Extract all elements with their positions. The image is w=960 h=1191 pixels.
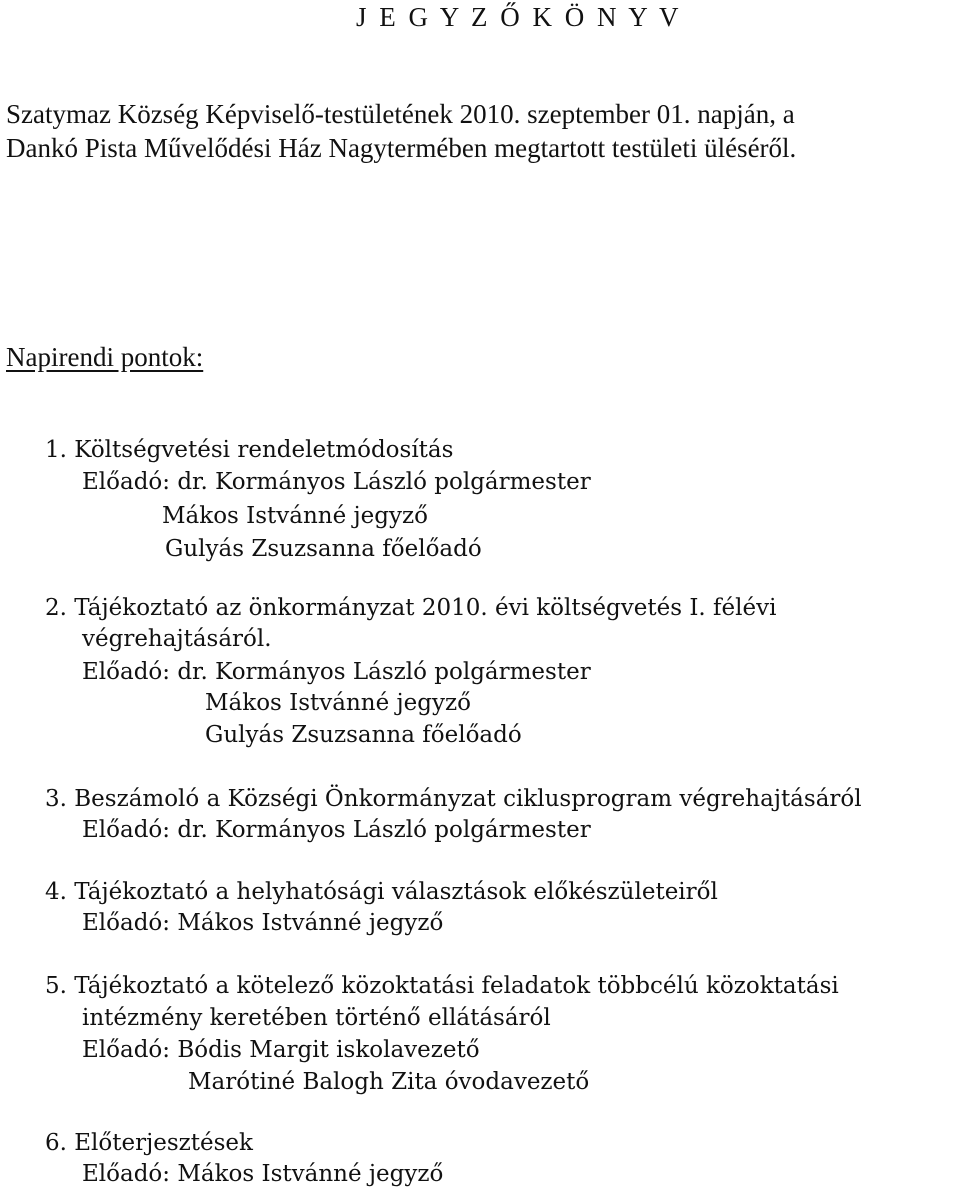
agenda-item-1-co-speaker: Gulyás Zsuzsanna főelőadó xyxy=(165,536,482,562)
agenda-item-1-speaker: Előadó: dr. Kormányos László polgármester xyxy=(82,469,591,495)
agenda-item-5-title-cont: intézmény keretében történő ellátásáról xyxy=(82,1005,551,1031)
agenda-item-6-speaker: Előadó: Mákos Istvánné jegyző xyxy=(82,1161,444,1187)
agenda-item-3-title: 3. Beszámoló a Községi Önkormányzat ciklusprogram végrehajtásáról xyxy=(45,786,862,812)
agenda-item-4-speaker: Előadó: Mákos Istvánné jegyző xyxy=(82,910,444,936)
document-title: J E G Y Z Ő K Ö N Y V xyxy=(356,2,682,32)
agenda-item-5-title: 5. Tájékoztató a kötelező közoktatási feladatok többcélú közoktatási xyxy=(45,973,839,999)
agenda-item-2-co-speaker: Gulyás Zsuzsanna főelőadó xyxy=(205,722,522,748)
agenda-item-3-speaker: Előadó: dr. Kormányos László polgármester xyxy=(82,817,591,843)
agenda-item-5-speaker: Előadó: Bódis Margit iskolavezető xyxy=(82,1037,480,1063)
agenda-item-2-speaker: Előadó: dr. Kormányos László polgármester xyxy=(82,659,591,685)
intro-line-1: Szatymaz Község Képviselő-testületének 2010. szeptember 01. napján, a xyxy=(6,99,795,129)
agenda-item-1-title: 1. Költségvetési rendeletmódosítás xyxy=(45,437,454,463)
agenda-item-2-title-cont: végrehajtásáról. xyxy=(82,626,272,652)
agenda-item-6-title: 6. Előterjesztések xyxy=(45,1130,253,1156)
intro-line-2: Dankó Pista Művelődési Ház Nagytermében megtartott testületi üléséről. xyxy=(6,133,797,163)
agenda-item-1-co-speaker: Mákos Istvánné jegyző xyxy=(162,503,428,529)
agenda-item-5-co-speaker: Marótiné Balogh Zita óvodavezető xyxy=(188,1069,590,1095)
agenda-heading: Napirendi pontok: xyxy=(6,342,204,372)
agenda-item-2-co-speaker: Mákos Istvánné jegyző xyxy=(205,690,471,716)
agenda-item-4-title: 4. Tájékoztató a helyhatósági választások előkészületeiről xyxy=(45,879,718,905)
agenda-item-2-title: 2. Tájékoztató az önkormányzat 2010. évi költségvetés I. félévi xyxy=(45,595,777,621)
